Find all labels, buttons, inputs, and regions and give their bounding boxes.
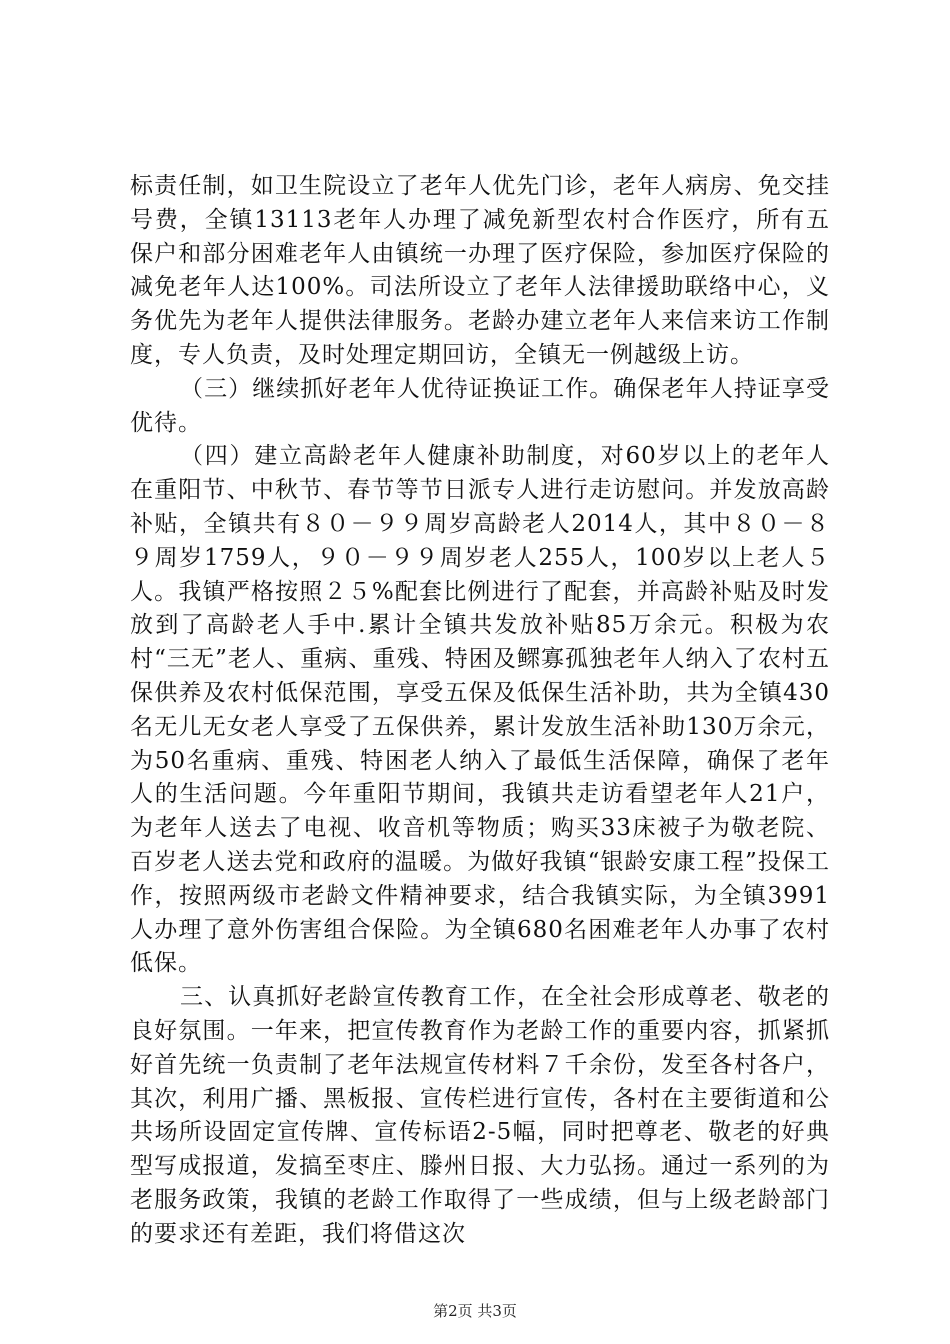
page-number-footer: 第2页 共3页	[433, 1302, 517, 1320]
document-body	[130, 170, 830, 1252]
paragraph-section-4: （四）建立高龄老年人健康补助制度，对60岁以上的老年人在重阳节、中秋节、春节等节日派专人进行走访慰问。并发放高龄补贴，全镇共有８０－９９周岁高龄老人2014人，其中８０－８９周岁1759人，９０－９９周岁老人255人，100岁以上老人５人。我镇严格按照２５%配套比例进行了配套，并高龄补贴及时发放到了高龄老人手中.累计全镇共发放补贴85万余元。积极为农村“三无”老人、重病、重残、特困及鳏寡孤独老年人纳入了农村五保供养及农村低保范围，享受五保及低保生活补助，共为全镇430名无儿无女老人享受了五保供养，累计发放生活补助130万余元，为50名重病、重残、特困老人纳入了最低生活保障，确保了老年人的生活问题。今年重阳节期间，我镇共走访看望老年人21户，为老年人送去了电视、收音机等物质；购买33床被子为敬老院、百岁老人送去党和政府的温暖。为做好我镇“银龄安康工程”投保工作，按照两级市老龄文件精神要求，结合我镇实际，为全镇3991人办理了意外伤害组合保险。为全镇680名困难老年人办事了农村低保。	[130, 443, 830, 977]
paragraph-propaganda: 三、认真抓好老龄宣传教育工作，在全社会形成尊老、敬老的良好氛围。一年来，把宣传教育作为老龄工作的重要内容，抓紧抓好首先统一负责制了老年法规宣传材料７千余份，发至各村各户，其次，利用广播、黑板报、宣传栏进行宣传，各村在主要街道和公共场所设固定宣传牌、宣传标语2-5幅，同时把尊老、敬老的好典型写成报道，发搞至枣庄、滕州日报、大力弘扬。通过一系列的为老服务政策，我镇的老龄工作取得了一些成绩，但与上级老龄部门的要求还有差距，我们将借这次	[130, 984, 830, 1247]
paragraph-section-3: （三）继续抓好老年人优待证换证工作。确保老年人持证享受优待。	[130, 375, 830, 436]
paragraph-continued: 标责任制，如卫生院设立了老年人优先门诊，老年人病房、免交挂号费，全镇13113老年人办理了减免新型农村合作医疗，所有五保户和部分困难老年人由镇统一办理了医疗保险，参加医疗保险的减免老年人达100%。司法所设立了老年人法律援助联络中心，义务优先为老年人提供法律服务。老龄办建立老年人来信来访工作制度，专人负责，及时处理定期回访，全镇无一例越级上访。	[130, 173, 830, 368]
